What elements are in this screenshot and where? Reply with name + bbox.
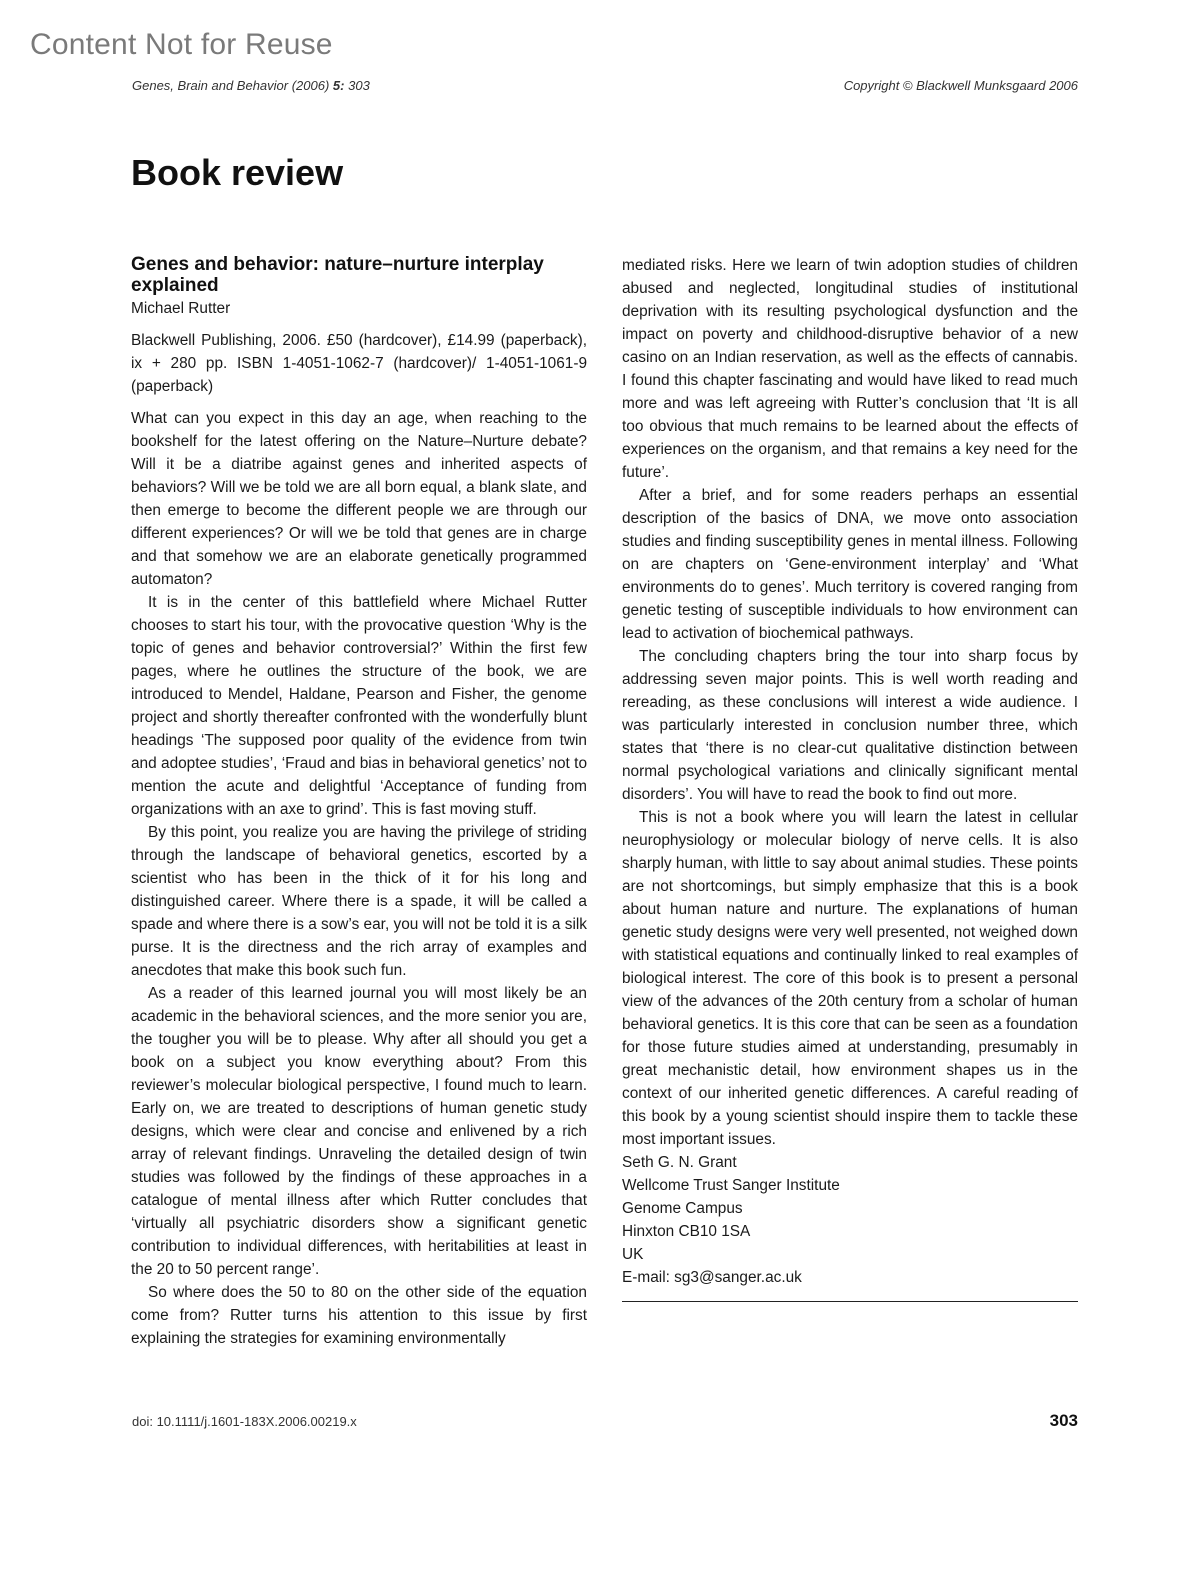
reviewer-email: E-mail: sg3@sanger.ac.uk [622,1269,802,1286]
reviewer-country: UK [622,1246,644,1263]
body-paragraph: The concluding chapters bring the tour into sharp focus by addressing seven major points. This is well worth reading and rereading, as these conclusions will interest a wide audience. I was particularly interested in conclusion number three, which states that ‘there is no clear-cut qualitative distinction between normal psychological variations and clinically significant mental disorders’. You will have to read the book to find out more. [622,648,1078,803]
section-title: Book review [131,152,344,193]
volume-number: 5: [332,78,345,93]
body-paragraph: This is not a book where you will learn the latest in cellular neurophysiology or molecular biology of nerve cells. It is also sharply human, with little to say about animal studies. These points are not shortcomings, but simply emphasize that this is a book about human nature and nurture. The explanations of human genetic study designs were very well presented, not weighed down with statistical equations and continually linked to real examples of biological interest. The core of this book is to present a personal view of the advances of the 20th century from a scholar of human behavioral genetics. It is this core that can be seen as a foundation for those future studies aimed at understanding, presumably in great mechanistic detail, how environment shapes us in the context of our inherited genetic differences. A careful reading of this book by a young scientist should inspire them to tackle these most important issues. [622,809,1078,1148]
reviewer-address: Hinxton CB10 1SA [622,1223,751,1240]
body-paragraph-continuation: mediated risks. Here we learn of twin adoption studies of children abused and neglected, longitudinal studies of institutional deprivation with its resulting psychological dysfunction and the impact on poverty and childhood-disruptive behavior of a new casino on an Indian reservation, as well as the effects of cannabis. I found this chapter fascinating and would have liked to read much more and was left agreeing with Rutter’s conclusion that ‘It is all too obvious that much remains to be learned about the effects of experiences on the organism, and that remains a key need for the future’. [622,257,1078,481]
body-paragraph: By this point, you realize you are having the privilege of striding through the landscape of behavioral genetics, escorted by a scientist who has been in the thick of it for his long and distinguished career. Where there is a spade, it will be called a spade and where there is a sow’s ear, you will not be told it is a silk purse. It is the directness and the rich array of examples and anecdotes that make this book such fun. [131,824,587,979]
running-head [132,78,1078,93]
body-paragraph: After a brief, and for some readers perhaps an essential description of the basics of DNA, we move onto association studies and finding susceptibility genes in mental illness. Following on are chapters on ‘Gene-environment interplay’ and ‘What environments do to genes’. Much territory is covered ranging from genetic testing of susceptible individuals to how environment can lead to activation of biochemical pathways. [622,487,1078,642]
reviewer-signature [622,1151,1078,1289]
publication-info: Blackwell Publishing, 2006. £50 (hardcover), £14.99 (paperback), ix + 280 pp. ISBN 1-4051-1062-7 (hardcover)/ 1-4051-1061-9 (paperback) [131,332,587,395]
copyright-notice: Copyright © Blackwell Munksgaard 2006 [843,78,1078,93]
left-column [131,254,587,1350]
reviewer-institution: Wellcome Trust Sanger Institute [622,1177,840,1194]
watermark: Content Not for Reuse [30,28,333,61]
reviewer-name: Seth G. N. Grant [622,1154,737,1171]
end-rule [622,1301,1078,1302]
page-range: 303 [348,78,370,93]
page-number: 303 [1049,1411,1078,1430]
journal-name-year: Genes, Brain and Behavior (2006) [132,78,330,93]
journal-citation [132,78,370,93]
review-title: Genes and behavior: nature–nurture interplay explained [131,254,544,296]
page-footer [132,1411,1078,1431]
body-paragraph: What can you expect in this day an age, when reaching to the bookshelf for the latest offering on the Nature–Nurture debate? Will it be a diatribe against genes and inherited aspects of behaviors? Will we be told we are all born equal, a blank slate, and then emerge to become the different people we are through our different experiences? Or will we be told that genes are in charge and that somehow we are an elaborate genetically programmed automaton? [131,410,587,588]
right-column [622,254,1078,1302]
reviewer-campus: Genome Campus [622,1200,743,1217]
book-author: Michael Rutter [131,300,231,317]
doi: doi: 10.1111/j.1601-183X.2006.00219.x [132,1414,357,1429]
body-paragraph: As a reader of this learned journal you will most likely be an academic in the behavioral sciences, and the more senior you are, the tougher you will be to please. Why after all should you get a book on a subject you know everything about? From this reviewer’s molecular biological perspective, I found much to learn. Early on, we are treated to descriptions of human genetic study designs, which were clear and concise and enlivened by a rich array of relevant findings. Unraveling the detailed design of twin studies was followed by the findings of these approaches in a catalogue of mental illness after which Rutter concludes that ‘virtually all psychiatric disorders show a significant genetic contribution to individual differences, with heritabilities at least in the 20 to 50 percent range’. [131,985,587,1278]
body-paragraph: So where does the 50 to 80 on the other side of the equation come from? Rutter turns his attention to this issue by first explaining the strategies for examining environmentally [131,1284,587,1347]
body-paragraph: It is in the center of this battlefield where Michael Rutter chooses to start his tour, with the provocative question ‘Why is the topic of genes and behavior controversial?’ Within the first few pages, where he outlines the structure of the book, we are introduced to Mendel, Haldane, Pearson and Fisher, the genome project and shortly thereafter confronted with the wonderfully blunt headings ‘The supposed poor quality of the evidence from twin and adoptee studies’, ‘Fraud and bias in behavioral genetics’ not to mention the acute and delightful ‘Acceptance of funding from organizations with an axe to grind’. This is fast moving stuff. [131,594,587,818]
